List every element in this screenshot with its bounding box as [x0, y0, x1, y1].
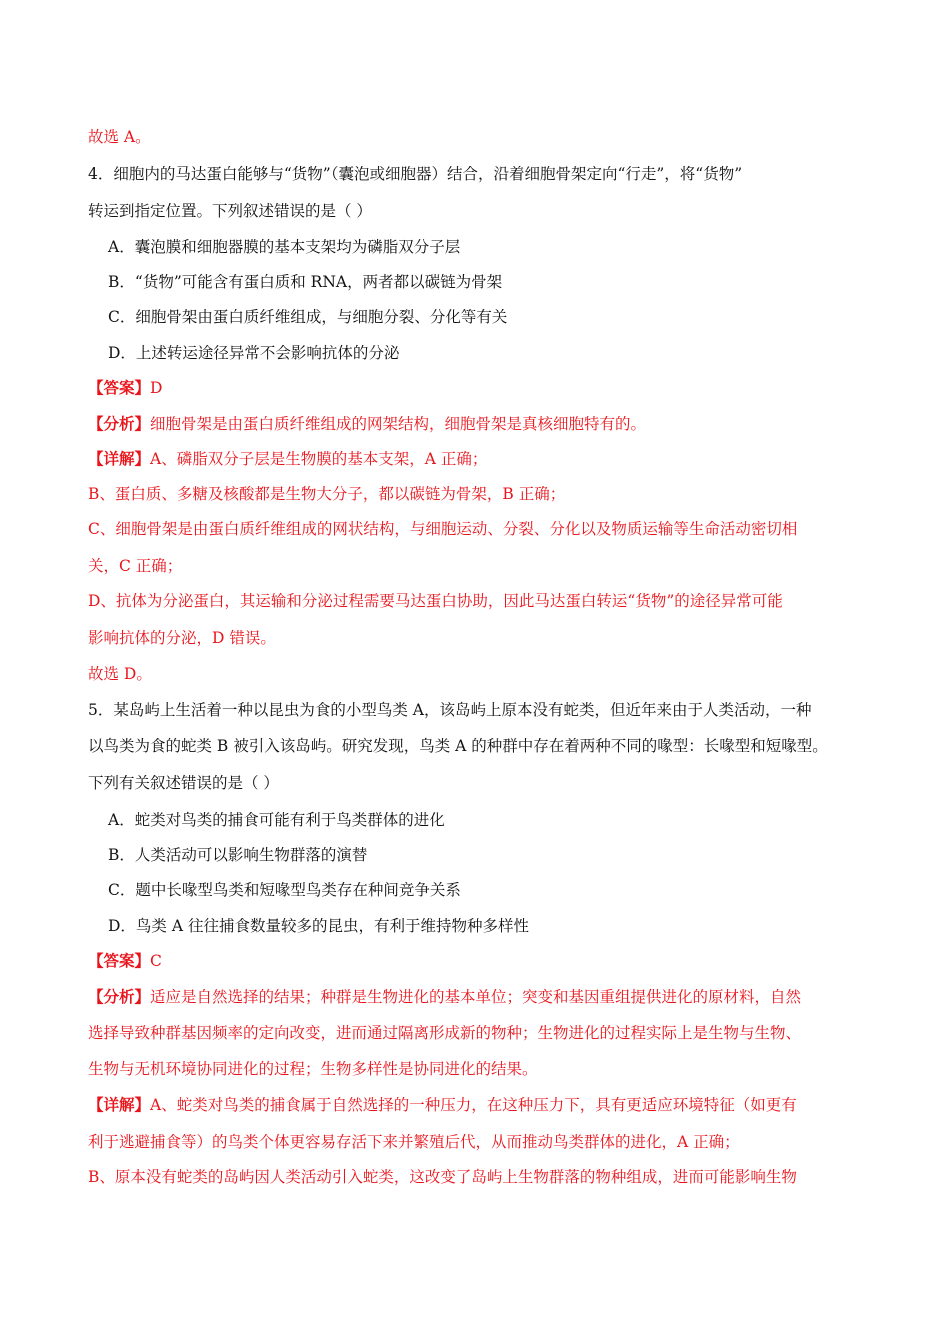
q4-detail-line1 — [88, 448, 487, 470]
q4-option-a: A．囊泡膜和细胞器膜的基本支架均为磷脂双分子层 — [108, 238, 461, 256]
analysis-text: 适应是自然选择的结果；种群是生物进化的基本单位；突变和基因重组提供进化的原材料，自然 — [150, 988, 802, 1006]
q5-stem-line3: 下列有关叙述错误的是（ ） — [88, 774, 279, 792]
detail-text: A、蛇类对鸟类的捕食属于自然选择的一种压力，在这种压力下，具有更适应环境特征（如更有 — [150, 1096, 797, 1114]
q4-stem-line2: 转运到指定位置。下列叙述错误的是（ ） — [88, 202, 372, 220]
q5-analysis-line2: 选择导致种群基因频率的定向改变，进而通过隔离形成新的物种；生物进化的过程实际上是生物与生物、 — [88, 1024, 802, 1042]
q4-detail-line4: 关，C 正确； — [88, 557, 183, 575]
detail-text: A、磷脂双分子层是生物膜的基本支架，A 正确； — [150, 450, 488, 468]
q5-stem-line2: 以鸟类为食的蛇类 B 被引入该岛屿。研究发现，鸟类 A 的种群中存在着两种不同的喙型：长喙型和短喙型。 — [88, 737, 828, 755]
q5-option-b: B．人类活动可以影响生物群落的演替 — [108, 846, 368, 864]
q4-answer — [88, 377, 162, 399]
detail-tag: 【详解】 — [88, 449, 151, 468]
q5-option-a: A．蛇类对鸟类的捕食可能有利于鸟类群体的进化 — [108, 811, 445, 829]
q4-option-d: D．上述转运途径异常不会影响抗体的分泌 — [108, 344, 400, 362]
q5-detail-line2: 利于逃避捕食等）的鸟类个体更容易存活下来并繁殖后代，从而推动鸟类群体的进化，A 正确； — [88, 1133, 740, 1151]
q4-detail-line3: C、细胞骨架是由蛋白质纤维组成的网状结构，与细胞运动、分裂、分化以及物质运输等生命活动密切相 — [88, 520, 798, 538]
q5-analysis-line1 — [88, 986, 801, 1008]
detail-tag: 【详解】 — [88, 1095, 151, 1114]
q4-analysis — [88, 413, 646, 435]
q5-detail-line3: B、原本没有蛇类的岛屿因人类活动引入蛇类，这改变了岛屿上生物群落的物种组成，进而可能影响生物 — [88, 1168, 797, 1186]
q4-option-b: B．“货物”可能含有蛋白质和 RNA，两者都以碳链为骨架 — [108, 273, 503, 291]
q5-detail-line1 — [88, 1094, 797, 1116]
q4-conclusion: 故选 D。 — [88, 665, 152, 683]
q5-option-d: D．鸟类 A 往往捕食数量较多的昆虫，有利于维持物种多样性 — [108, 917, 529, 935]
q5-option-c: C．题中长喙型鸟类和短喙型鸟类存在种间竞争关系 — [108, 881, 461, 899]
q5-stem-line1: 5．某岛屿上生活着一种以昆虫为食的小型鸟类 A，该岛屿上原本没有蛇类，但近年来由于人类活动，一种 — [88, 701, 812, 719]
q4-stem-line1: 4．细胞内的马达蛋白能够与“货物”（囊泡或细胞器）结合，沿着细胞骨架定向“行走”，将“货物” — [88, 165, 743, 183]
answer-value: C — [150, 952, 162, 970]
q4-detail-line6: 影响抗体的分泌，D 错误。 — [88, 629, 276, 647]
q4-detail-line2: B、蛋白质、多糖及核酸都是生物大分子，都以碳链为骨架，B 正确； — [88, 485, 566, 503]
analysis-tag: 【分析】 — [88, 414, 151, 433]
q4-option-c: C．细胞骨架由蛋白质纤维组成，与细胞分裂、分化等有关 — [108, 308, 508, 326]
q5-analysis-line3: 生物与无机环境协同进化的过程；生物多样性是协同进化的结果。 — [88, 1060, 538, 1078]
q5-answer — [88, 950, 162, 972]
answer-value: D — [150, 379, 163, 397]
answer-tag: 【答案】 — [88, 951, 151, 970]
q3-conclusion: 故选 A。 — [88, 128, 151, 146]
answer-tag: 【答案】 — [88, 378, 151, 397]
analysis-tag: 【分析】 — [88, 987, 151, 1006]
q4-detail-line5: D、抗体为分泌蛋白，其运输和分泌过程需要马达蛋白协助，因此马达蛋白转运“货物”的途径异常可能 — [88, 592, 783, 610]
analysis-text: 细胞骨架是由蛋白质纤维组成的网架结构，细胞骨架是真核细胞特有的。 — [150, 415, 647, 433]
